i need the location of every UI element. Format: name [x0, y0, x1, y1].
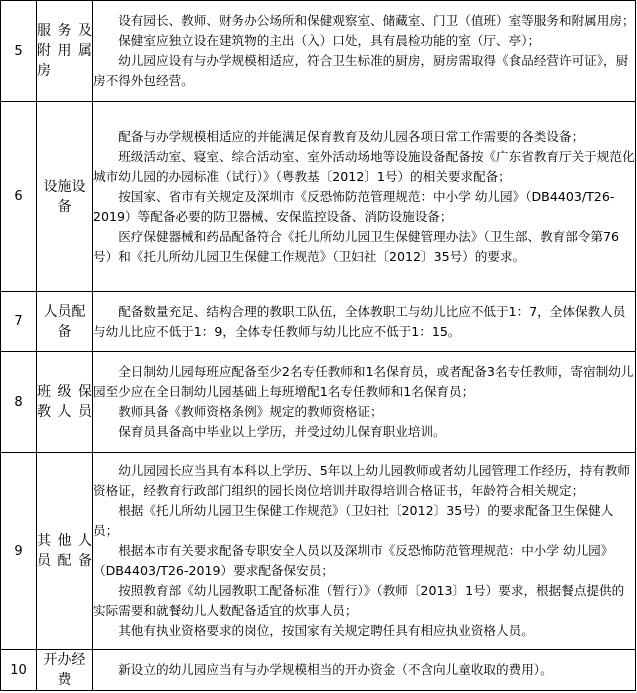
- row-number: 8: [1, 352, 37, 453]
- row-content: [93, 292, 636, 352]
- content-paragraph: 医疗保健器械和药品配备符合《托儿所幼儿园卫生保健管理办法》（卫生部、教育部令第76号）和《托儿所幼儿园卫生保健工作规范》（卫妇社〔2012〕35号）的要求。: [93, 228, 620, 264]
- row-category-label: 其他人员配备: [37, 533, 92, 569]
- row-number: 7: [1, 292, 37, 352]
- row-category: [37, 102, 93, 292]
- row-category-label: 班级保教人员: [37, 384, 92, 420]
- content-paragraph: 新设立的幼儿园应当有与办学规模相当的开办资金（不含向儿童收取的费用）。: [118, 662, 553, 677]
- content-paragraph: 幼儿园园长应当具有本科以上学历、5年以上幼儿园教师或者幼儿园管理工作经历，持有教师资格证，经教育行政部门组织的园长岗位培训并取得培训合格证书，年龄符合相关规定；: [93, 463, 630, 498]
- content-paragraph: 根据本市有关要求配备专职安全人员以及深圳市《反恐怖防范管理规范：中小学 幼儿园》（DB4403/T26-2019）要求配备保安员；: [93, 543, 614, 578]
- row-category-label: 开办经费: [43, 652, 86, 688]
- table-row: [1, 1, 636, 102]
- row-content: [93, 650, 636, 691]
- row-content: [93, 352, 636, 453]
- row-category: [37, 352, 93, 453]
- content-paragraph: 其他有执业资格要求的岗位，按国家有关规定聘任具有相应执业资格人员。: [118, 623, 534, 638]
- row-number: 5: [1, 1, 37, 102]
- row-number: 10: [1, 650, 37, 691]
- table-row: [1, 352, 636, 453]
- content-paragraph: 教师具备《教师资格条例》规定的教师资格证；: [118, 404, 383, 419]
- row-content: [93, 102, 636, 292]
- table-row: [1, 292, 636, 352]
- content-paragraph: 全日制幼儿园每班应配备至少2名专任教师和1名保育员，或者配备3名专任教师，寄宿制幼儿园至少应在全日制幼儿园基础上每班增配1名专任教师和1名保育员；: [93, 364, 634, 399]
- row-category-label: 设施设备: [43, 178, 86, 215]
- row-category-label: 人员配备: [43, 303, 86, 340]
- content-paragraph: 配备数量充足、结构合理的教职工队伍，全体教职工与幼儿比应不低于1：7，全体保教人员与幼儿比应不低于1：9，全体专任教师与幼儿比应不低于1：15。: [93, 303, 626, 339]
- row-category: [37, 650, 93, 691]
- content-paragraph: 保健室应独立设在建筑物的主出（入）口处，具有晨检功能的室（厅、亭）；: [118, 33, 541, 48]
- table-row: [1, 650, 636, 691]
- row-number: 6: [1, 102, 37, 292]
- content-paragraph: 班级活动室、寝室、综合活动室、室外活动场地等设施设备配备按《广东省教育厅关于规范化城市幼儿园的办园标准（试行）》（粤教基〔2012〕1号）的相关要求配备；: [93, 148, 635, 184]
- content-paragraph: 按照教育部《幼儿园教职工配备标准（暂行）》（教师〔2013〕1号）要求，根据餐点提供的实际需要和就餐幼儿人数配备适宜的炊事人员；: [93, 583, 625, 618]
- content-paragraph: 根据《托儿所幼儿园卫生保健工作规范》（卫妇社〔2012〕35号）的要求配备卫生保健人员；: [93, 503, 614, 538]
- row-category: [37, 453, 93, 650]
- table-row: [1, 102, 636, 292]
- content-paragraph: 幼儿园应设有与办学规模相适应，符合卫生标准的厨房，厨房需取得《食品经营许可证》，厨房不得外包经营。: [93, 53, 629, 88]
- table-row: [1, 453, 636, 650]
- content-paragraph: 按国家、省市有关规定及深圳市《反恐怖防范管理规范：中小学 幼儿园》（DB4403/T26-2019）等配备必要的防卫器械、安保监控设备、消防设施设备；: [93, 188, 615, 224]
- content-paragraph: 设有园长、教师、财务办公场所和保健观察室、储藏室、门卫（值班）室等服务和附属用房；: [118, 13, 635, 28]
- row-content: [93, 1, 636, 102]
- row-category-label: 服务及附用属房: [37, 23, 92, 79]
- content-paragraph: 保育员具备高中毕业以上学历，并受过幼儿保育职业培训。: [118, 424, 446, 439]
- row-number: 9: [1, 453, 37, 650]
- row-category: [37, 292, 93, 352]
- row-content: [93, 453, 636, 650]
- row-category: [37, 1, 93, 102]
- content-paragraph: 配备与办学规模相适应的并能满足保育教育及幼儿园各项日常工作需要的各类设备；: [118, 128, 585, 144]
